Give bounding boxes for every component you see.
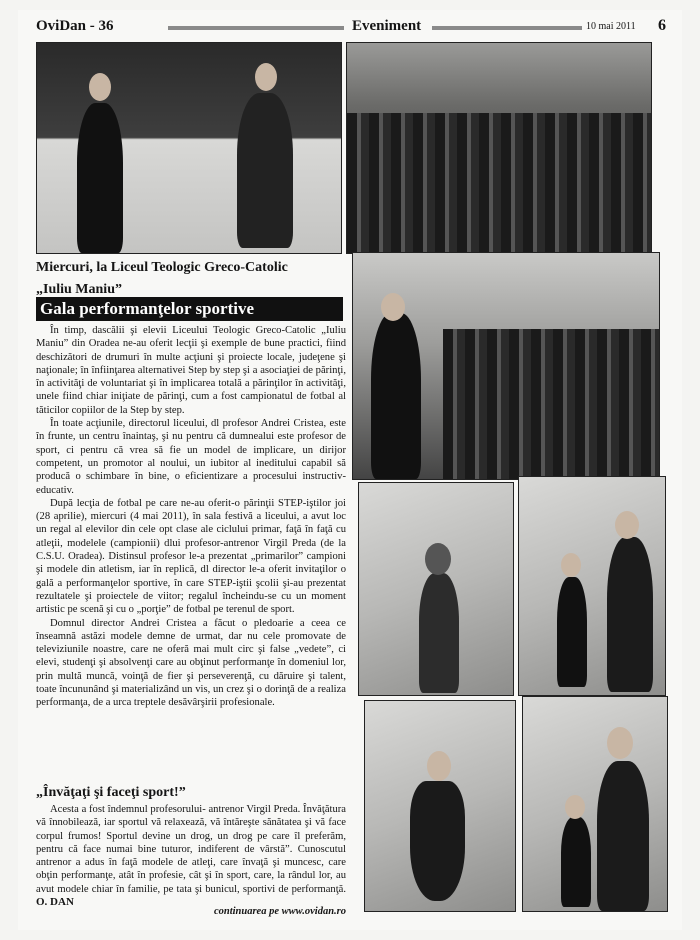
section-title: Eveniment	[352, 18, 422, 34]
page-header	[36, 16, 668, 38]
photo-girl-with-microphone	[358, 482, 514, 696]
paragraph: Acesta a fost îndemnul profesorului- antrenor Virgil Preda. Învăţătura vă înnobilează, iar sportul vă relaxează, vă întăreşte sănătatea şi vă face corpul frumos! Sportul devine un drog, un drog pe care îl preferăm, pentru că face numai bine tuturor, indiferent de vârstă”. Cunoscutul antrenor a adus în faţă modele de atleţi, care învaţă şi muncesc, care obţin performanţe, atât în profesie, cât şi în sport, care, la rândul lor, au avut modele chiar în familie, pe tata şi bunicul, sportivi de performanţă.	[36, 804, 346, 895]
photo-director-with-child	[522, 696, 668, 912]
paragraph: În toate acţiunile, directorul liceului, dl profesor Andrei Cristea, este în frunte, un centru înaintaş, şi nu pentru că dumnealui este profesor de sport, ci pentru că vrea să fie un model de implicare, un dirijor competent, un promotor al noului, un iubitor al ineditului capabil să producă o schimbare în bine, o eficientizare a procesului instructiv-educativ.	[36, 418, 346, 496]
paragraph: După lecţia de fotbal pe care ne-au oferit-o părinţii STEP-iştilor joi (28 aprilie), miercuri (4 mai 2011), în sala festivă a liceului, a avut loc un regal al elevilor din cele opt clase ale ciclului primar, faţă în faţă cu atleţii, modelele (campionii) dlui profesor-antrenor Virgil Preda (de la C.S.U. Oradea). Distinsul profesor le-a prezentat „primarilor” campioni şi modele din atletism, iar în replică, dl director le-a oferit invitaţilor o gală a performanţelor sportive, în care STEP-iştii şcolii şi-au prezentat rezultatele şi proiectele de viitor; regalul încheindu-se cu un moment artistic pe scenă şi cu o „porţie” de fotbal pe terenul de sport.	[36, 497, 346, 616]
photo-child-and-director	[518, 476, 666, 696]
article-body	[36, 324, 346, 710]
paragraph: Domnul director Andrei Cristea a făcut o pledoarie a ceea ce înseamnă astăzi modele demne de urmat, dar nu cele promovate de televiziunile noastre, care ne oferă mai mult circ şi false „vedete”, ci elevi, studenţi şi absolvenţi care au obţinut performanţe în domeniul lor, prin multă muncă, voinţă de fier şi perseverenţă, cu dăruire şi talent, toate încununând şi materializând un vis, un crez şi o dorinţă de a realiza performanţa, de a urca treptele desăvârşirii profesionale.	[36, 617, 346, 709]
paragraph: În timp, dascălii şi elevii Liceului Teologic Greco-Catolic „Iuliu Maniu” din Oradea ne-au oferit lecţii şi exemple de bune practici, fiind deschizători de drumuri în multe acţiuni şi proiecte locale, judeţene şi naţionale; în înfiinţarea alternativei Step by step şi a asociaţiei de părinţi, în activităţi de voluntariat şi în implicarea totală a părinţilor în activităţi, unele fiind chiar iniţiate de părinţi, cum a fost campionatul de fotbal al tăticilor copiilor de la Step by step.	[36, 325, 346, 416]
page-number: 6	[658, 17, 666, 34]
issue-date: 10 mai 2011	[586, 21, 636, 32]
kicker-line-1: Miercuri, la Liceul Teologic Greco-Catolic	[36, 260, 288, 275]
header-rule-right	[432, 26, 582, 30]
article-author: O. DAN	[36, 896, 74, 909]
article-body-continued	[36, 803, 346, 909]
article-kicker	[36, 257, 352, 301]
photo-stage-speakers	[36, 42, 342, 254]
photo-girl-in-dress	[364, 700, 516, 912]
newspaper-name: OviDan - 36	[36, 18, 114, 34]
article-subheadline: „Învăţaţi şi faceţi sport!”	[36, 785, 186, 800]
continuation-link[interactable]: continuarea pe www.ovidan.ro	[213, 906, 346, 917]
photo-audience-hall	[346, 42, 652, 254]
photo-speaker-with-guests	[352, 252, 660, 480]
article-headline: Gala performanţelor sportive	[36, 297, 343, 321]
kicker-line-2: „Iuliu Maniu”	[36, 282, 122, 297]
header-rule-left	[168, 26, 344, 30]
